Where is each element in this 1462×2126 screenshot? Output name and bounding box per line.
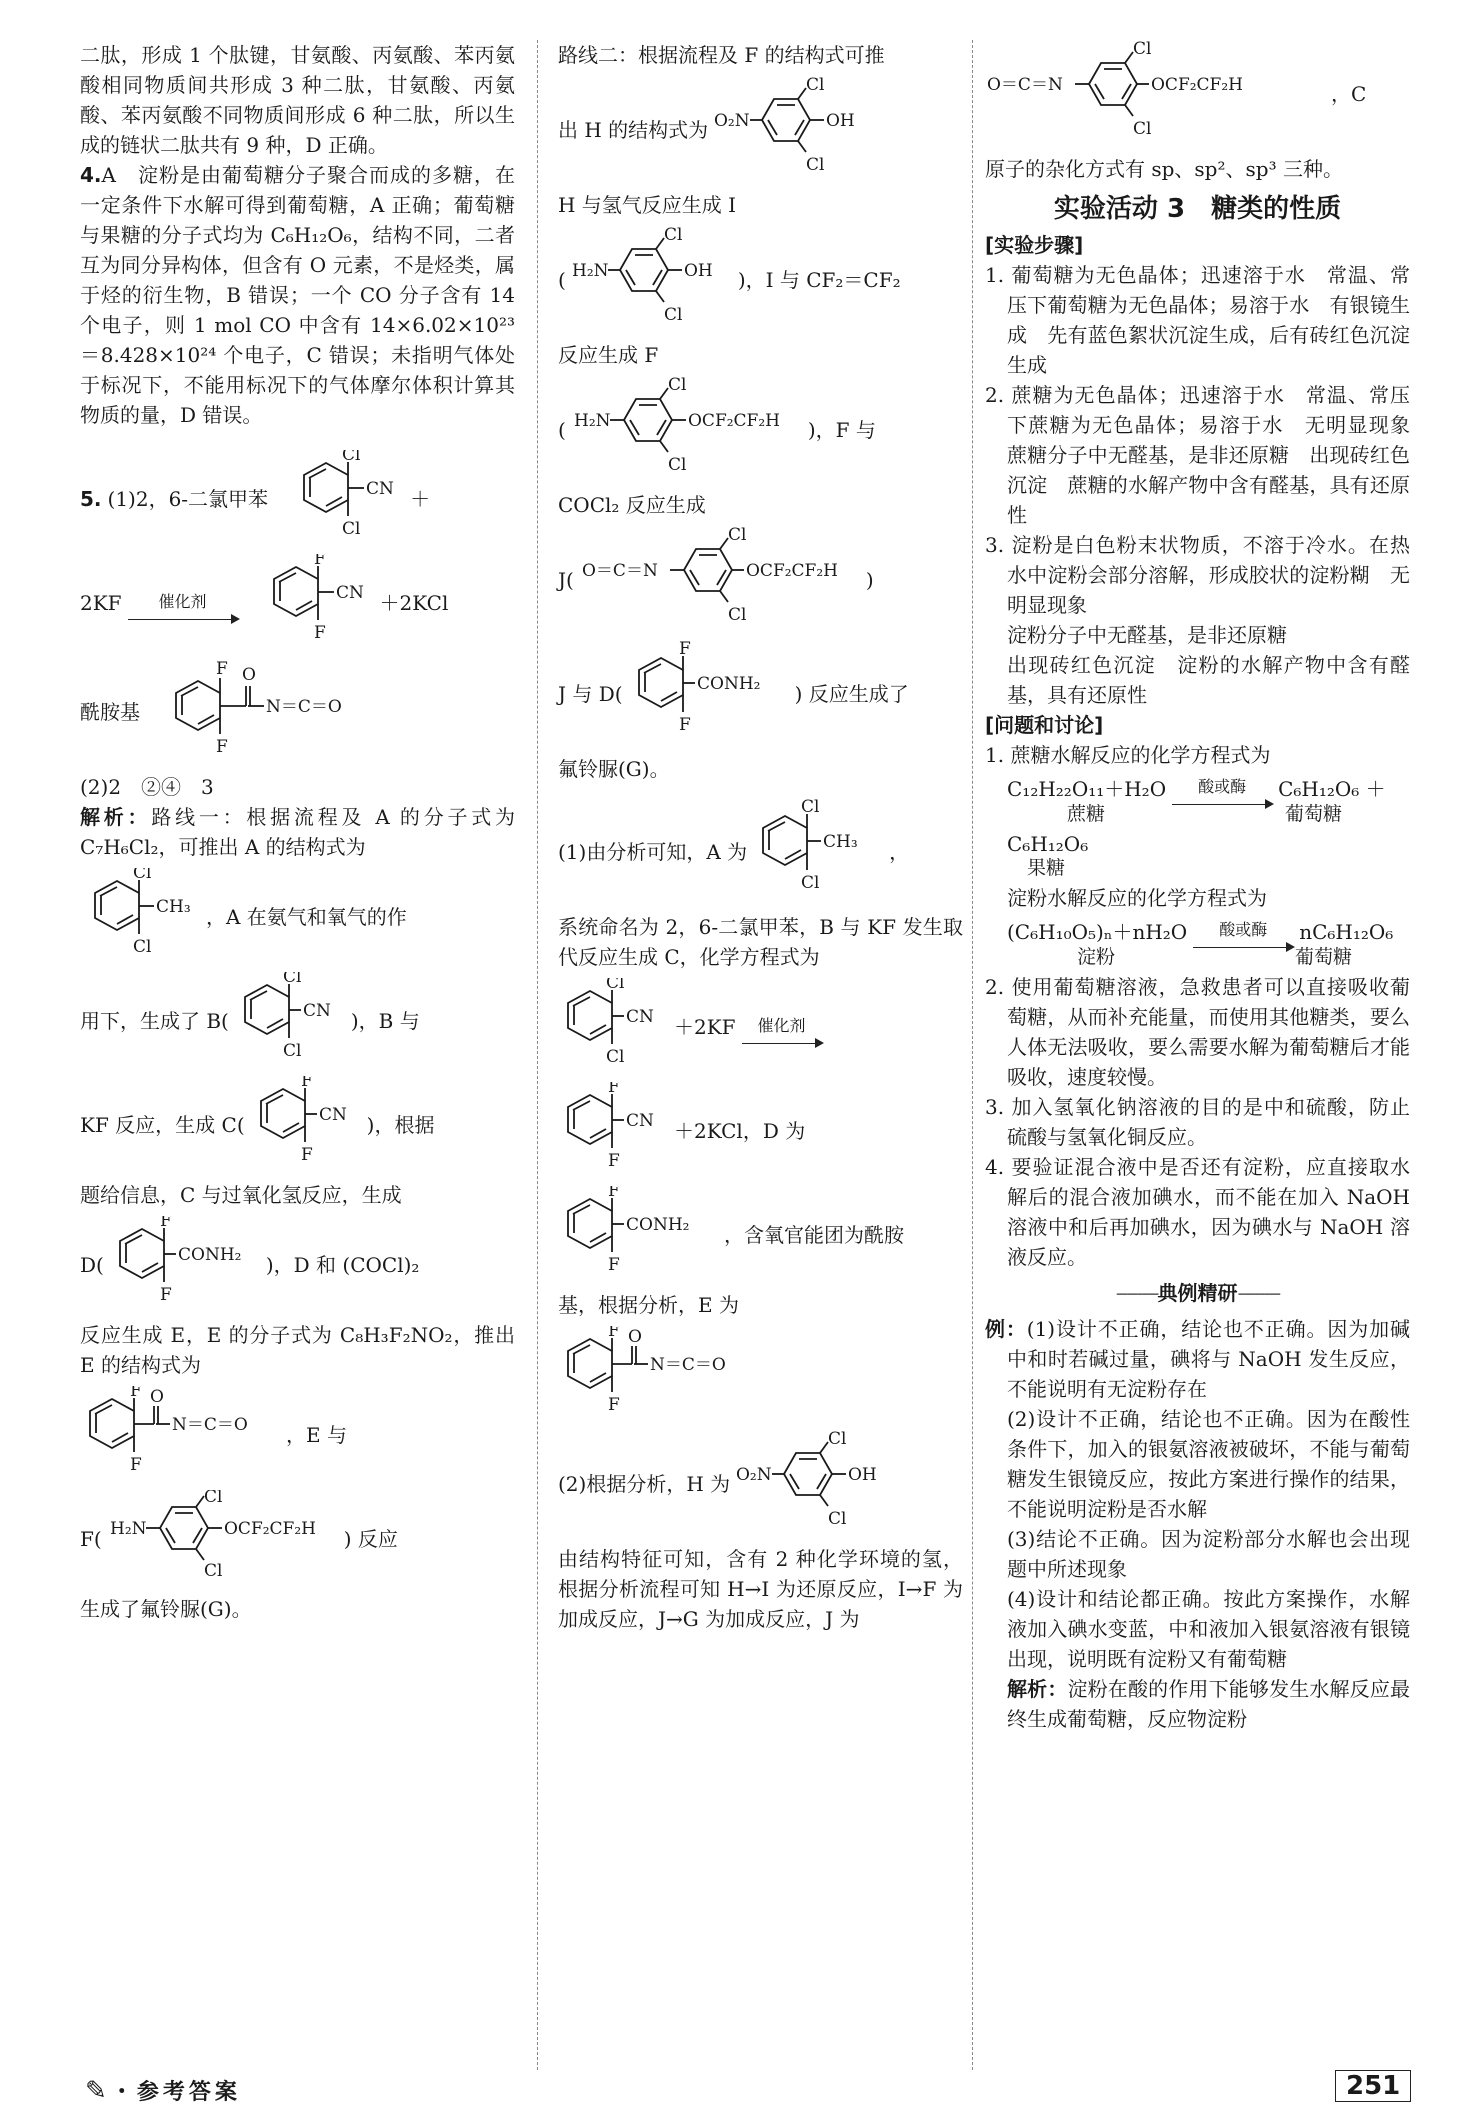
column-divider [537,40,538,2070]
svg-text:Cl: Cl [663,226,683,245]
svg-text:F: F [608,1151,620,1171]
svg-text:Cl: Cl [342,450,361,465]
molecule-F [108,1490,338,1588]
svg-text:CONH₂: CONH₂ [626,1215,690,1235]
svg-text:Cl: Cl [282,1041,302,1061]
svg-text:Cl: Cl [667,455,687,475]
molecule-C [558,1082,668,1180]
svg-text:F: F [300,1076,313,1091]
svg-text:CONH₂: CONH₂ [177,1245,242,1265]
svg-text:O＝C＝N: O＝C＝N [581,561,658,581]
example-1: 例：(1)设计不正确，结论也不正确。因为加碱中和时若碱过量，碘将与 NaOH 发生反应，不能说明有无淀粉存在 [985,1317,1410,1401]
molecule-B [235,972,345,1070]
svg-text:OH: OH [683,261,713,281]
molecule-I [572,226,732,334]
analysis-text: 生成了氟铃脲(G)。 [80,1597,252,1621]
section-title: 实验活动 3 糖类的性质 [1053,194,1342,224]
svg-text:O: O [242,665,256,685]
svg-text:Cl: Cl [727,526,747,545]
svg-text:O₂N: O₂N [714,111,750,131]
svg-text:F: F [130,1386,142,1401]
svg-text:H₂N: H₂N [573,411,611,431]
molecule-D [110,1216,260,1314]
molecule-E [558,1326,778,1424]
text-line: 路线二：根据流程及 F 的结构式可推 [558,43,885,67]
example-2: (2)设计不正确，结论也不正确。因为在酸性条件下，加入的银氨溶液被破坏，不能与葡萄糖发生银镜反应，按此方案进行操作的结果，不能说明淀粉是否水解 [1007,1407,1410,1521]
svg-text:Cl: Cl [806,155,825,175]
svg-text:CN: CN [366,479,394,499]
molecule-F [572,376,802,484]
pencil-icon: ✎ [85,2076,111,2106]
svg-text:F: F [678,640,691,659]
molecule-C [251,1076,361,1174]
svg-text:CH₃: CH₃ [823,832,858,852]
svg-text:Cl: Cl [828,1509,847,1529]
svg-text:CN: CN [626,1007,654,1027]
analysis-row-F: F( H₂N Cl Cl OCF₂CF₂H ) 反应 [80,1490,515,1588]
row-E2 [558,1326,963,1424]
svg-text:Cl: Cl [828,1430,847,1449]
svg-text:Cl: Cl [133,937,152,957]
analysis-text: 题给信息，C 与过氧化氢反应，生成 [80,1183,402,1207]
svg-text:CN: CN [335,583,364,603]
molecule-H [736,1430,896,1538]
svg-text:OH: OH [826,111,855,131]
row-H2: (2)根据分析，H 为 O₂N Cl Cl OH [558,1430,963,1538]
example-analysis: 解析：淀粉在酸的作用下能够发生水解反应最终生成葡萄糖，反应物淀粉 [1007,1677,1411,1731]
reaction-arrow: 催化剂 [742,1011,822,1044]
q5-reaction-row2: 2KF 催化剂 F F CN ＋2KCl [80,554,515,652]
svg-text:F: F [313,554,326,569]
step-2: 2. 蔗糖为无色晶体；迅速溶于水 常温、常压下蔗糖为无色晶体；易溶于水 无明显现象 蔗糖分子中无醛基，是非还原糖 出现砖红色沉淀 蔗糖的水解产物中含有醛基，具有还原性 [985,383,1430,527]
q5-amide-row: 酰胺基 F F O N＝C＝O [80,658,515,766]
column-left [80,40,515,1624]
column-middle [558,40,963,1634]
q5-part2: (2)2 ②④ 3 [80,775,214,799]
molecule-J [580,526,860,634]
svg-text:OCF₂CF₂H: OCF₂CF₂H [1151,75,1243,95]
text-line: 基，根据分析，E 为 [558,1293,739,1317]
text-block: 二肽，形成 1 个肽键，甘氨酸、丙氨酸、苯丙氨酸相同物质间共形成 3 种二肽，甘氨酸、丙氨酸、苯丙氨酸不同物质间形成 6 种二肽，所以生成的链状二肽共有 9 种，D 正确。 [80,43,515,157]
svg-text:Cl: Cl [801,798,820,817]
discussion-1b: 淀粉水解反应的化学方程式为 [1007,886,1267,910]
svg-text:Cl: Cl [667,376,687,395]
molecule-D [629,640,789,748]
svg-text:F: F [608,1255,620,1275]
equation-starch: (C₆H₁₀O₅)ₙ＋nH₂O 酸或酶 nC₆H₁₂O₆ 淀粉 葡萄糖 [1007,919,1394,968]
molecule-E [80,1386,280,1484]
svg-text:F: F [216,737,228,757]
row-I: ( H₂N Cl Cl OH )，I 与 CF₂＝CF₂ [558,226,963,334]
molecule-difluorobenzonitrile [244,554,374,652]
svg-text:O＝C＝N: O＝C＝N [987,75,1063,95]
row-J-top: O＝C＝N Cl Cl OCF₂CF₂H ，C [985,40,1410,148]
q5-reaction-row1: 5. (1)2，6-二氯甲苯 Cl Cl CN ＋ [80,450,515,548]
svg-text:Cl: Cl [606,1047,625,1067]
footer-label: ✎・参考答案 [85,2076,241,2106]
svg-text:F: F [608,1082,620,1097]
svg-text:O₂N: O₂N [736,1465,772,1485]
svg-text:F: F [216,659,228,679]
svg-text:F: F [608,1186,620,1201]
svg-text:H₂N: H₂N [109,1519,147,1539]
step-1: 1. 葡萄糖为无色晶体；迅速溶于水 常温、常压下葡萄糖为无色晶体；易溶于水 有银镜生成 先有蓝色絮状沉淀生成，后有砖红色沉淀生成 [985,263,1410,377]
svg-text:Cl: Cl [806,76,825,95]
molecule-A [753,798,883,906]
analysis: 解析：路线一：根据流程及 A 的分子式为 C₇H₆Cl₂，可推出 A 的结构式为 [80,805,515,859]
svg-text:N＝C＝O: N＝C＝O [650,1355,726,1375]
svg-text:CN: CN [302,1001,331,1021]
row-D2: F F CONH₂ ，含氧官能团为酰胺 [558,1186,963,1284]
text-line: 系统命名为 2，6-二氯甲苯，B 与 KF 发生取代反应生成 C，化学方程式为 [558,915,963,969]
svg-text:CN: CN [318,1105,347,1125]
svg-text:Cl: Cl [203,1561,223,1580]
svg-text:F: F [159,1285,172,1305]
text-line: 原子的杂化方式有 sp、sp²、sp³ 三种。 [985,157,1343,181]
text-line: COCl₂ 反应生成 [558,493,706,517]
example-4: (4)设计和结论都正确。按此方案操作，水解液加入碘水变蓝，中和液加入银氨溶液有银镜出现，说明既有淀粉又有葡萄糖 [1007,1587,1410,1671]
svg-text:F: F [159,1216,172,1231]
row-eq-BKF: Cl Cl CN ＋2KF 催化剂 [558,978,963,1076]
discussion-3: 3. 加入氢氧化钠溶液的目的是中和硫酸，防止硫酸与氢氧化铜反应。 [985,1095,1410,1149]
svg-text:N＝C＝O: N＝C＝O [266,697,342,717]
analysis-row-E: F F O N＝C＝O ，E 与 [80,1386,515,1484]
molecule-isocyanate-E [146,658,396,766]
molecule-H [714,76,874,184]
svg-text:Cl: Cl [282,972,302,987]
molecule-dichlorobenzonitrile [274,450,404,548]
question-4: 4.A 淀粉是由葡萄糖分子聚合而成的多糖，在一定条件下水解可得到葡萄糖，A 正确；葡萄糖与果糖的分子式均为 C₆H₁₂O₆，结构不同，二者互为同分异构体，但含有 O 元素，不是烃类，属于烃的衍生物，B 错误；一个 CO 分子含有 14 个电子，则 1 mol CO 中含有 14×6.02×10²³＝8.428×10²⁴ 个电子，C 错误；未指明气体处于标况下，不能用标况下的气体摩尔体积计算其物质的量，D 错误。 [80,163,515,427]
row-J: J( O＝C＝N Cl Cl OCF₂CF₂H ) [558,526,963,634]
column-right [985,40,1430,1734]
svg-text:CH₃: CH₃ [156,897,191,917]
svg-text:N＝C＝O: N＝C＝O [172,1415,248,1435]
svg-text:F: F [130,1455,142,1475]
analysis-row-A: Cl Cl CH₃ ，A 在氨气和氧气的作 [80,868,515,966]
svg-text:H₂N: H₂N [571,261,609,281]
svg-text:O: O [150,1387,164,1407]
steps-tag: [实验步骤] [985,233,1084,257]
svg-text:Cl: Cl [801,873,820,893]
row-H: 出 H 的结构式为 O₂N Cl Cl OH [558,76,963,184]
svg-text:F: F [608,1395,620,1415]
discussion-1: 1. 蔗糖水解反应的化学方程式为 [985,743,1271,767]
discussion-tag: [问题和讨论] [985,713,1104,737]
svg-text:O: O [628,1327,642,1347]
discussion-4: 4. 要验证混合液中是否还有淀粉，应直接取水解后的混合液加碘水，而不能在加入 NaOH 溶液中和后再加碘水，因为碘水与 NaOH 溶液反应。 [985,1155,1410,1269]
svg-text:OCF₂CF₂H: OCF₂CF₂H [745,561,838,581]
page-number: 251 [1335,2070,1411,2102]
molecule-J [985,40,1325,148]
svg-text:CONH₂: CONH₂ [696,674,761,694]
step-3: 3. 淀粉是白色粉末状物质，不溶于冷水。在热水中淀粉会部分溶解，形成胶状的淀粉糊 无明显现象 [985,533,1410,617]
analysis-text: 反应生成 E，E 的分子式为 C₈H₃F₂NO₂，推出 E 的结构式为 [80,1323,515,1377]
text-line: H 与氢气反应生成 I [558,193,737,217]
svg-text:Cl: Cl [1133,119,1152,139]
svg-text:F: F [313,623,326,643]
svg-text:Cl: Cl [663,305,683,325]
svg-text:Cl: Cl [1133,40,1152,59]
step-3b: 淀粉分子中无醛基，是非还原糖 [1007,623,1287,647]
row-A: (1)由分析可知，A 为 Cl Cl CH₃ ， [558,798,963,906]
column-divider [972,40,973,2070]
analysis-row-B: 用下，生成了 B( Cl Cl CN )，B 与 [80,972,515,1070]
molecule-D [558,1186,718,1284]
text-line: 反应生成 F [558,343,659,367]
svg-text:F: F [300,1145,313,1165]
svg-text:OH: OH [848,1465,877,1485]
analysis-row-C: KF 反应，生成 C( F F CN )，根据 [80,1076,515,1174]
example-3: (3)结论不正确。因为淀粉部分水解也会出现题中所述现象 [1007,1527,1410,1581]
row-eq-C: F F CN ＋2KCl，D 为 [558,1082,963,1180]
equation-sucrose: C₁₂H₂₂O₁₁＋H₂O 酸或酶 C₆H₁₂O₆ ＋ 蔗糖 葡萄糖 C₆H₁₂O₆ 果糖 [1007,776,1386,879]
molecule-dichlorotoluene [80,868,200,966]
svg-text:F: F [678,715,691,735]
row-F2: ( H₂N Cl Cl OCF₂CF₂H )，F 与 [558,376,963,484]
svg-text:Cl: Cl [342,519,361,539]
row-JD: J 与 D( F F CONH₂ ) 反应生成了 [558,640,963,748]
text-line: 氟铃脲(G)。 [558,757,670,781]
svg-text:Cl: Cl [203,1490,223,1507]
svg-text:Cl: Cl [133,868,152,883]
svg-text:OCF₂CF₂H: OCF₂CF₂H [687,411,780,431]
analysis-row-D: D( F F CONH₂ )，D 和 (COCl)₂ [80,1216,515,1314]
reaction-arrow: 催化剂 [128,587,238,620]
step-3c: 出现砖红色沉淀 淀粉的水解产物中含有醛基，具有还原性 [1007,653,1410,707]
svg-text:OCF₂CF₂H: OCF₂CF₂H [223,1519,316,1539]
discussion-2: 2. 使用葡萄糖溶液，急救患者可以直接吸收葡萄糖，从而补充能量，而使用其他糖类，要么人体无法吸收，要么需要水解为葡萄糖后才能吸收，速度较慢。 [985,975,1410,1089]
molecule-B [558,978,668,1076]
text-line: 由结构特征可知，含有 2 种化学环境的氢，根据分析流程可知 H→I 为还原反应，I→F 为加成反应，J→G 为加成反应，J 为 [558,1547,963,1631]
svg-text:F: F [608,1326,620,1341]
svg-text:CN: CN [626,1111,654,1131]
svg-text:Cl: Cl [606,978,625,993]
section-separator: --------典例精研-------- [1115,1281,1280,1305]
svg-text:Cl: Cl [727,605,747,625]
